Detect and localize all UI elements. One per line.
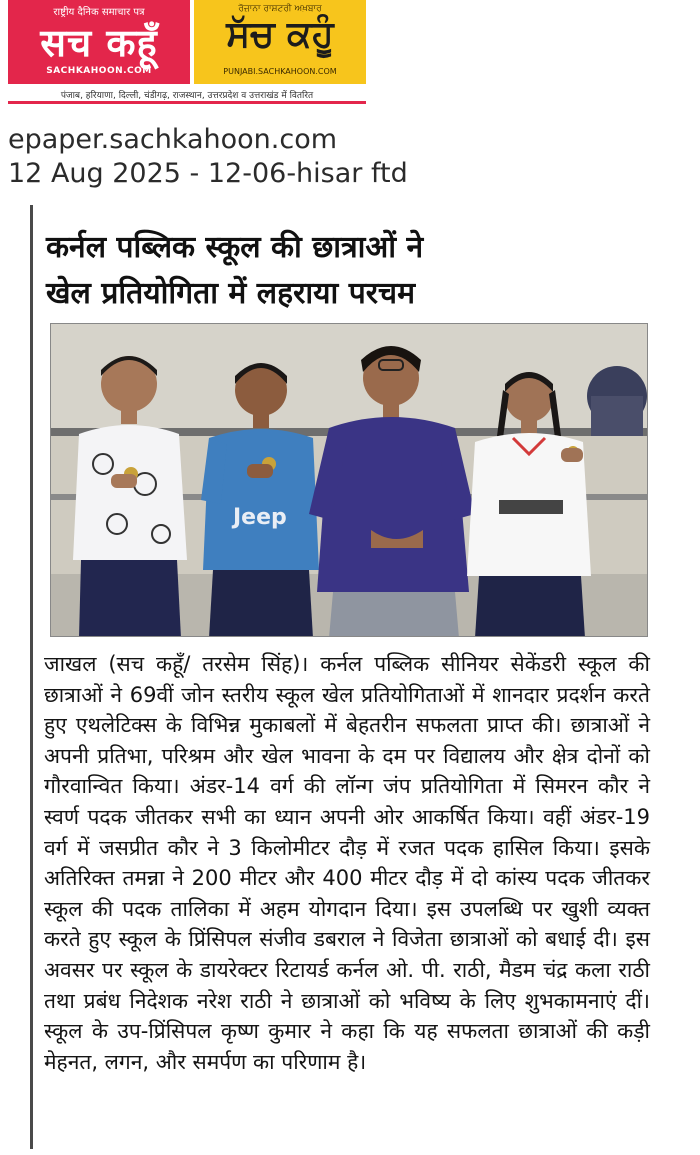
photo-illustration bbox=[51, 324, 648, 637]
logo-punjabi-tagline: ਰੋਜ਼ਾਨਾ ਰਾਸ਼ਟਰੀ ਅਖ਼ਬਾਰ bbox=[238, 4, 322, 14]
logo-punjabi-url: PUNJABI.SACHKAHOON.COM bbox=[223, 67, 337, 76]
article-photo bbox=[50, 323, 648, 637]
article-body: जाखल (सच कहूँ/ तरसेम सिंह)। कर्नल पब्लिक सीनियर सेकेंडरी स्कूल की छात्राओं ने 69वीं जोन स्तरीय स्कूल खेल प्रतियोगिताओं में शानदार प्रदर्शन करते हुए एथलेटिक्स के विभिन्न मुकाबलों में बेहतरीन सफलता प्राप्त की। छात्राओं ने अपनी प्रतिभा, परिश्रम और खेल भावना के दम पर विद्यालय और क्षेत्र दोनों को गौरवान्वित किया। अंडर-14 वर्ग की लॉन्ग जंप प्रतियोगिता में सिमरन कौर ने स्वर्ण पदक जीतकर सभी का ध्यान अपनी ओर आकर्षित किया। वहीं अंडर-19 वर्ग में जसप्रीत कौर ने 3 किलोमीटर दौड़ में रजत पदक हासिल किया। इसके अतिरिक्त तमन्ना ने 200 मीटर और 400 मीटर दौड़ में दो कांस्य पदक जीतकर स्कूल की पदक तालिका में अहम योगदान दिया। इस उपलब्धि पर खुशी व्यक्त करते हुए स्कूल के प्रिंसिपल संजीव डबराल ने विजेता छात्राओं को बधाई दी। इस अवसर पर स्कूल के डायरेक्टर रिटायर्ड कर्नल ओ. पी. राठी, मैडम चंद्र कला राठी तथा प्रबंध निदेशक नरेश राठी ने छात्राओं को भविष्य के लिए शुभकामनाएं दीं। स्कूल के उप-प्रिंसिपल कृष्ण कुमार ने कहा कि यह सफलता छात्राओं की कड़ी मेहनत, लगन, और समर्पण का परिणाम है। bbox=[44, 652, 650, 1074]
headline-line-1: कर्नल पब्लिक स्कूल की छात्राओं ने bbox=[46, 230, 424, 265]
distribution-line: पंजाब, हरियाणा, दिल्ली, चंडीगढ़, राजस्थान, उत्तरप्रदेश व उत्तराखंड में वितरित bbox=[60, 91, 314, 101]
logo-tagline: राष्ट्रीय दैनिक समाचार पत्र bbox=[53, 7, 145, 18]
logo-title: सच कहूँ bbox=[40, 21, 158, 65]
news-clipping bbox=[30, 205, 658, 1149]
epaper-edition-meta: 12 Aug 2025 - 12-06-hisar ftd bbox=[8, 158, 408, 189]
epaper-site-link[interactable]: epaper.sachkahoon.com bbox=[8, 124, 338, 155]
clipping-border bbox=[30, 205, 33, 1149]
logo-url: SACHKAHOON.COM bbox=[46, 66, 152, 76]
photo-jersey-text: Jeep bbox=[233, 505, 287, 530]
headline-line-2: खेल प्रतियोगिता में लहराया परचम bbox=[46, 276, 416, 311]
article-headline bbox=[46, 225, 646, 317]
masthead-logo bbox=[8, 0, 366, 104]
logo-punjabi-title: ਸੱਚ ਕਹੂੰ bbox=[226, 14, 334, 55]
masthead-divider bbox=[8, 101, 366, 104]
logo-punjabi bbox=[194, 0, 366, 84]
logo-hindi bbox=[8, 0, 190, 84]
